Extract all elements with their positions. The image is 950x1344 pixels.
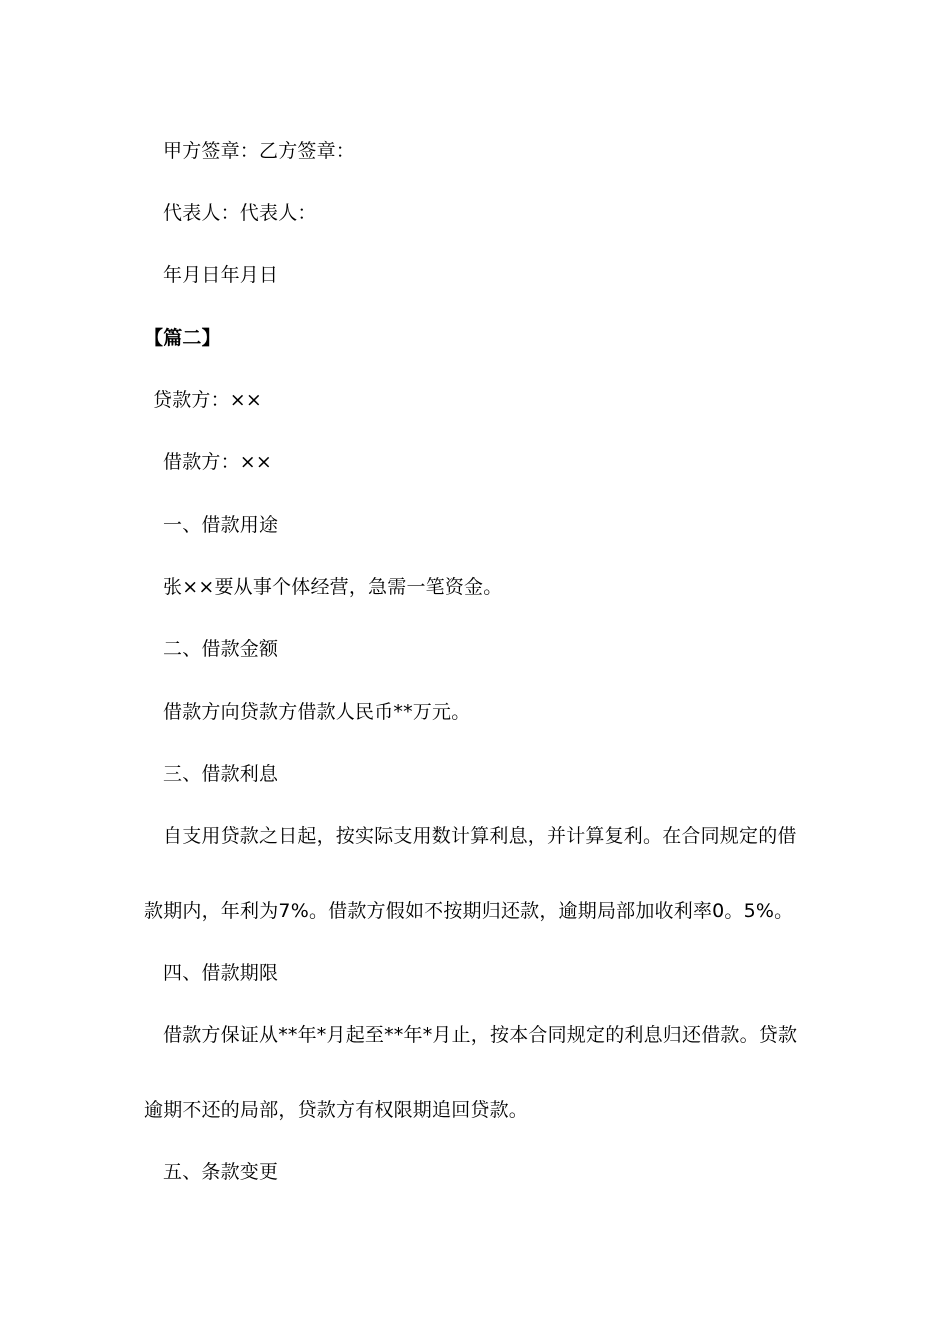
borrower-line: 借款方：×× xyxy=(163,451,273,473)
signature-line: 甲方签章：乙方签章： xyxy=(163,140,356,162)
clause-text: 借款方向贷款方借款人民币**万元。 xyxy=(163,701,471,723)
clause-heading: 二、借款金额 xyxy=(163,638,279,660)
clause-text: 张××要从事个体经营，急需一笔资金。 xyxy=(163,576,503,598)
clause-heading: 三、借款利息 xyxy=(163,763,279,785)
clause-heading: 一、借款用途 xyxy=(163,514,279,536)
clause-text: 自支用贷款之日起，按实际支用数计算利息，并计算复利。在合同规定的借 xyxy=(163,825,797,847)
representative-line: 代表人：代表人： xyxy=(163,202,317,224)
clause-heading: 四、借款期限 xyxy=(163,962,279,984)
clause-text: 逾期不还的局部，贷款方有权限期追回贷款。 xyxy=(144,1099,529,1121)
clause-text: 款期内，年利为7%。借款方假如不按期归还款，逾期局部加收利率0。5%。 xyxy=(144,900,794,922)
date-line: 年月日年月日 xyxy=(163,264,279,286)
section-heading: 【篇二】 xyxy=(144,327,221,349)
clause-heading: 五、条款变更 xyxy=(163,1161,279,1183)
clause-text: 借款方保证从**年*月起至**年*月止，按本合同规定的利息归还借款。贷款 xyxy=(163,1024,798,1046)
lender-line: 贷款方：×× xyxy=(153,389,263,411)
